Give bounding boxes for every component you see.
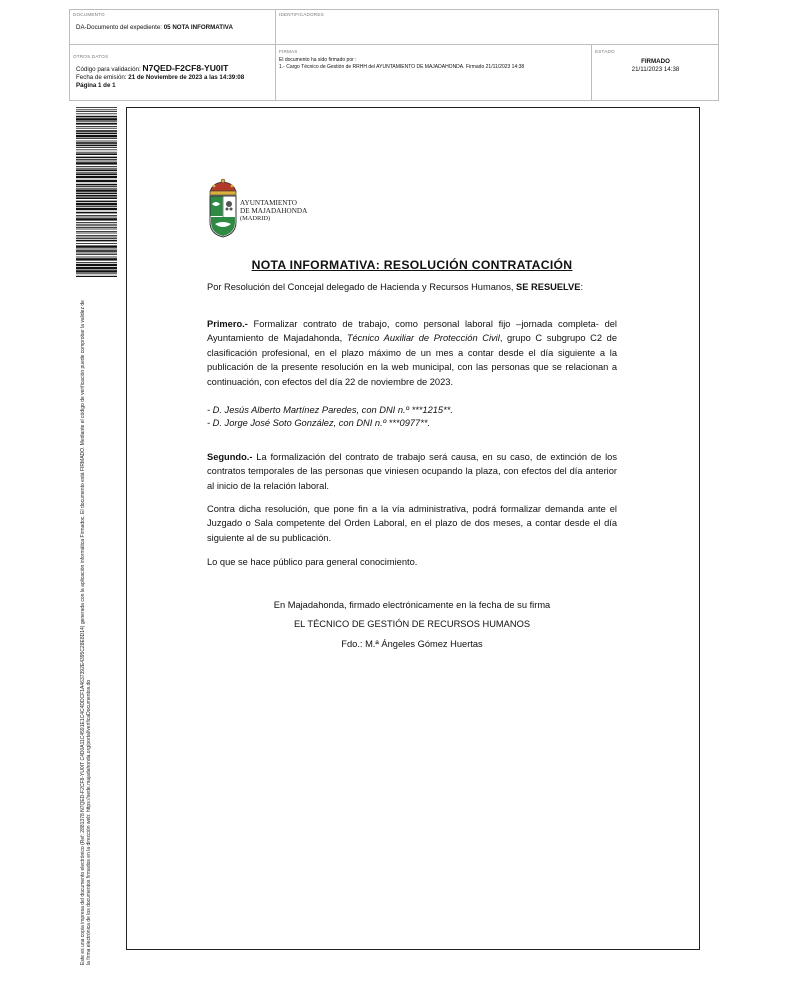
barcode-bar — [76, 206, 117, 207]
otros-datos-caption: OTROS DATOS — [73, 54, 109, 59]
barcode-bar — [76, 267, 117, 269]
barcode-bar — [76, 159, 117, 160]
barcode-bar — [76, 227, 117, 228]
primero-text-b: , grupo C subgrupo C2 de clasificación profesional, en el plazo máximo de un mes a contar desde el día siguiente a la publicación de la presente resolución en la web municipal, con las personas que se relacionan a continuación, con efectos del día 22 de noviembre de 2023. — [207, 333, 617, 387]
barcode-bar — [76, 138, 117, 139]
barcode-bar — [76, 197, 117, 199]
estado-caption: ESTADO — [595, 49, 615, 54]
contra-paragraph: Contra dicha resolución, que pone fin a la vía administrativa, podrá formalizar demanda ante el Juzgado o Sala competente del Orden Laboral, en el plazo de dos meses, a contar desde el día siguiente al de su publicación. — [207, 504, 617, 543]
barcode-bar — [76, 273, 117, 274]
intro-bold: SE RESUELVE — [516, 282, 581, 292]
barcode-bar — [76, 130, 117, 132]
barcode-bar — [76, 149, 117, 150]
barcode-bar — [76, 113, 117, 114]
barcode-bar — [76, 201, 117, 203]
person-item: - D. Jorge José Soto González, con DNI n.º ***0977**. — [207, 418, 431, 428]
barcode-bar — [76, 203, 117, 205]
primero-paragraph — [207, 317, 617, 389]
otros-datos-cell — [70, 45, 276, 101]
barcode-bar — [76, 240, 117, 242]
verification-side-note: Este es una copia impresa del documento electrónico (Ref: 2881378 N7QED-F2CF8-YU0IT C4D0A11C4591E1C4C4DDCF1A4637392E4395C28E8D14) generada con la aplicación informática Firmadoc. El documento está FIRMADO. Mediante el código de verificación puede comprobar la validez de la firma electrónica de los documentos firmados en la dirección web: https://sede.majadahonda.org/portal/verificaDocumentos.do — [80, 300, 93, 965]
documento-caption: DOCUMENTO — [73, 12, 105, 17]
barcode-bar — [76, 257, 117, 258]
barcode-bar — [76, 189, 117, 191]
barcode-bar — [76, 208, 117, 210]
barcode-bar — [76, 109, 117, 110]
barcode-bar — [76, 166, 117, 167]
firmas-caption: FIRMAS — [279, 49, 298, 54]
barcode-bar — [76, 225, 117, 226]
validation-barcode — [76, 107, 117, 277]
barcode-bar — [76, 107, 117, 108]
segundo-text: La formalización del contrato de trabajo será causa, en su caso, de extinción de los contratos temporales de las personas que viniesen ocupando la plaza, con efectos del día anterior al inicio de la relación laboral. — [207, 452, 617, 491]
document-header-table — [69, 9, 719, 101]
barcode-bar — [76, 180, 117, 182]
barcode-bar — [76, 169, 117, 171]
barcode-bar — [76, 237, 117, 238]
estado-date: 21/11/2023 14:38 — [631, 66, 680, 73]
barcode-bar — [76, 161, 117, 162]
barcode-bar — [76, 173, 117, 175]
barcode-bar — [76, 118, 117, 120]
ayuntamiento-logo-text — [240, 199, 307, 223]
documento-value — [76, 24, 272, 32]
barcode-bar — [76, 147, 117, 148]
barcode-bar — [76, 176, 117, 178]
barcode-bar — [76, 253, 117, 254]
estado-value: FIRMADO — [641, 58, 670, 65]
barcode-bar — [76, 229, 117, 230]
barcode-bar — [76, 215, 117, 216]
fecha-emision — [76, 74, 244, 81]
logo-line-1: AYUNTAMIENTO — [240, 199, 297, 207]
firmas-line-1: El documento ha sido firmado por : — [279, 57, 357, 63]
barcode-bar — [76, 126, 117, 127]
logo-line-3: (MADRID) — [240, 215, 271, 222]
sign-place: En Majadahonda, firmado electrónicamente en la fecha de su firma — [273, 600, 551, 610]
barcode-bar — [76, 123, 117, 125]
identificadores-cell — [276, 10, 719, 45]
barcode-bar — [76, 195, 117, 197]
primero-label: Primero.- — [207, 319, 248, 329]
barcode-bar — [76, 141, 117, 142]
barcode-bar — [76, 249, 117, 250]
fecha-value: 21 de Noviembre de 2023 a las 14:39:08 — [128, 74, 245, 81]
barcode-bar — [76, 217, 117, 218]
barcode-bar — [76, 238, 117, 239]
fecha-prefix: Fecha de emisión: — [76, 74, 129, 81]
sign-role: EL TÉCNICO DE GESTIÓN DE RECURSOS HUMANOS — [293, 619, 531, 629]
firmas-line-2: 1.- Cargo Técnico de Gestión de RRHH del AYUNTAMIENTO DE MAJADAHONDA. Firmado 21/11/2023 14:38 — [279, 64, 525, 70]
persons-list — [207, 404, 617, 430]
barcode-bar — [76, 153, 117, 155]
ayuntamiento-crest-icon — [207, 178, 239, 238]
barcode-bar — [76, 212, 117, 214]
barcode-bar — [76, 250, 117, 252]
segundo-label: Segundo.- — [207, 452, 253, 462]
documento-prefix: DA-Documento del expediente: — [76, 24, 164, 31]
primero-text-a: Formalizar contrato de trabajo, como personal laboral fijo –jornada completa- del Ayuntamiento de Majadahonda, — [207, 319, 617, 344]
firmas-cell — [276, 45, 592, 101]
person-item: - D. Jesús Alberto Martínez Paredes, con DNI n.º ***1215**. — [207, 405, 453, 415]
publico-paragraph: Lo que se hace público para general conocimiento. — [207, 557, 418, 567]
barcode-bar — [76, 157, 117, 159]
barcode-bar — [76, 224, 117, 225]
barcode-bar — [76, 231, 117, 232]
primero-italic: Técnico Auxiliar de Protección Civil — [346, 333, 500, 344]
barcode-bar — [76, 121, 117, 122]
barcode-bar — [76, 145, 117, 147]
barcode-bar — [76, 168, 117, 169]
barcode-bar — [76, 162, 117, 164]
barcode-bar — [76, 264, 117, 266]
codigo-value: N7QED-F2CF8-YU0IT — [142, 63, 229, 73]
barcode-bar — [76, 186, 117, 187]
barcode-bar — [76, 133, 117, 135]
intro-end: : — [580, 282, 584, 292]
intro-paragraph — [207, 280, 617, 294]
barcode-bar — [76, 276, 117, 277]
document-title: NOTA INFORMATIVA: RESOLUCIÓN CONTRATACIÓN — [251, 258, 573, 272]
barcode-bar — [76, 222, 117, 223]
barcode-bar — [76, 135, 117, 137]
barcode-bar — [76, 142, 117, 144]
estado-cell — [592, 45, 719, 101]
pagina-indicator: Página 1 de 1 — [76, 82, 116, 89]
barcode-bar — [76, 188, 117, 189]
intro-text: Por Resolución del Concejal delegado de Hacienda y Recursos Humanos, — [207, 282, 517, 292]
barcode-bar — [76, 254, 117, 255]
segundo-paragraph — [207, 450, 617, 493]
documento-name: 05 NOTA INFORMATIVA — [163, 24, 233, 31]
sign-name: Fdo.: M.ª Ángeles Gómez Huertas — [341, 639, 483, 649]
barcode-bar — [76, 235, 117, 236]
barcode-bar — [76, 233, 117, 234]
codigo-validacion — [76, 63, 228, 73]
barcode-bar — [76, 128, 117, 129]
barcode-bar — [76, 172, 117, 173]
identificadores-caption: IDENTIFICADORES — [279, 12, 324, 17]
barcode-bar — [76, 258, 117, 260]
logo-line-2: DE MAJADAHONDA — [240, 207, 308, 215]
barcode-bar — [76, 262, 117, 263]
barcode-bar — [76, 245, 117, 247]
barcode-bar — [76, 116, 117, 118]
barcode-bar — [76, 111, 117, 112]
codigo-prefix: Código para validación: — [76, 66, 143, 73]
barcode-bar — [76, 152, 117, 153]
barcode-bar — [76, 270, 117, 272]
barcode-bar — [76, 218, 117, 220]
barcode-bar — [76, 193, 117, 195]
barcode-bar — [76, 184, 117, 186]
documento-cell — [70, 10, 276, 45]
barcode-bar — [76, 243, 117, 244]
